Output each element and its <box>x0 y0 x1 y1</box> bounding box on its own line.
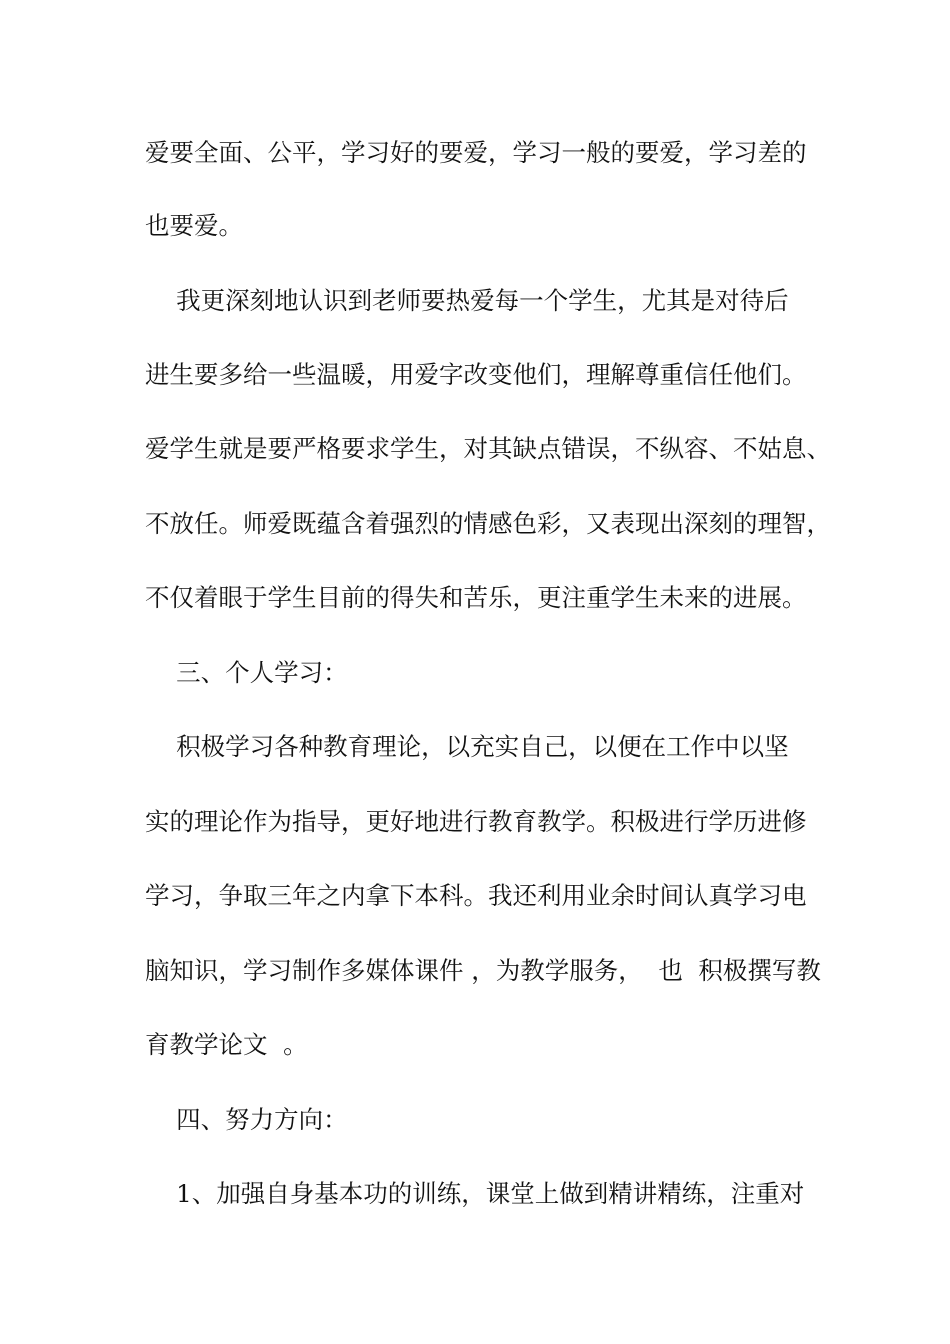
section-heading: 三、个人学习： <box>145 658 348 687</box>
text-line: 进生要多给一些温暖，用爱字改变他们，理解尊重信任他们。 <box>145 360 807 389</box>
text-line: 也要爱。 <box>145 211 243 240</box>
text-line: 育教学论文 。 <box>145 1030 308 1059</box>
text-line: 学习，争取三年之内拿下本科。我还利用业余时间认真学习电 <box>145 881 807 910</box>
text-line: 脑知识，学习制作多媒体课件 ，为教学服务， 也 积极撰写教 <box>145 956 821 985</box>
text-line: 不仅着眼于学生目前的得失和苦乐，更注重学生未来的进展。 <box>145 583 807 612</box>
text-line: 爱学生就是要严格要求学生，对其缺点错误，不纵容、不姑息、 <box>145 434 831 463</box>
text-line: 实的理论作为指导，更好地进行教育教学。积极进行学历进修 <box>145 807 807 836</box>
text-line: 不放任。师爱既蕴含着强烈的情感色彩，又表现出深刻的理智， <box>145 509 831 538</box>
text-line: 积极学习各种教育理论，以充实自己，以便在工作中以坚 <box>145 732 789 761</box>
text-line: 1、加强自身基本功的训练，课堂上做到精讲精练，注重对 <box>145 1179 805 1208</box>
section-heading: 四、努力方向： <box>145 1105 348 1134</box>
text-line: 爱要全面、公平，学习好的要爱，学习一般的要爱，学习差的 <box>145 138 807 167</box>
text-line: 我更深刻地认识到老师要热爱每一个学生，尤其是对待后 <box>145 286 789 315</box>
